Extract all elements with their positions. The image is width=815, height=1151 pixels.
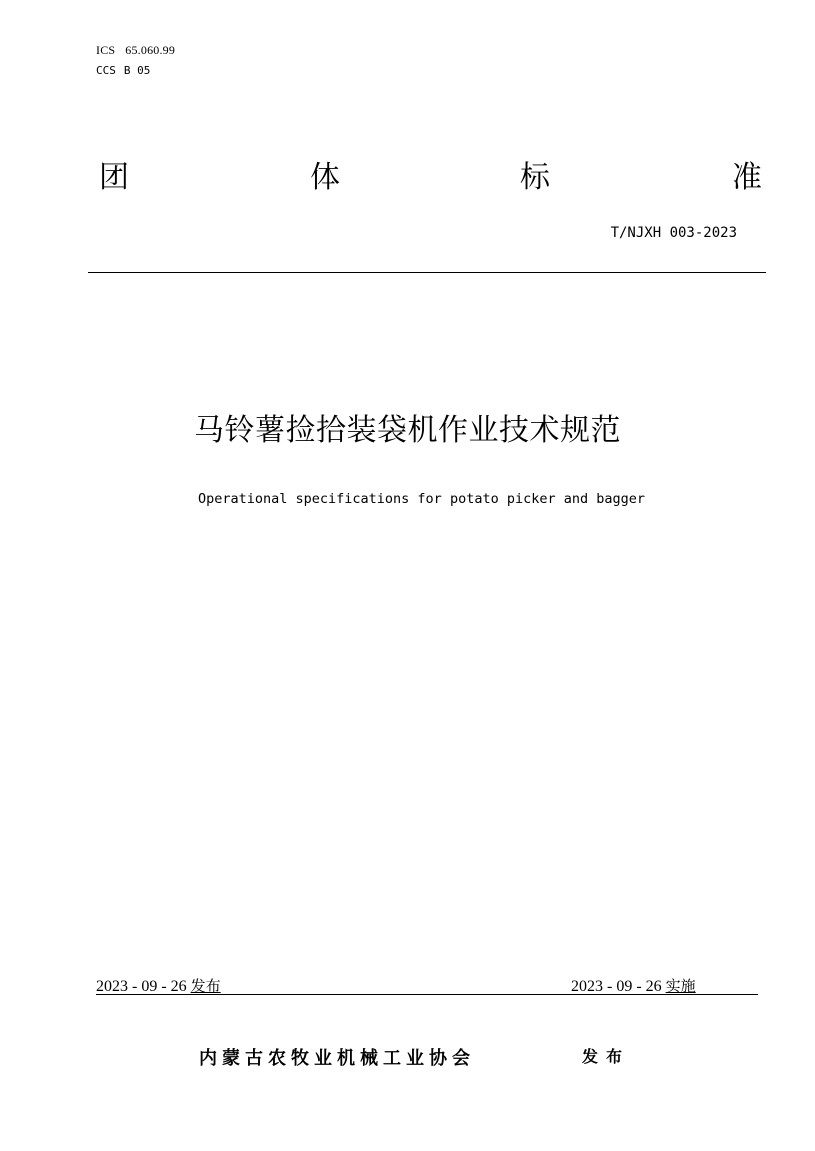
standard-type-char-2: 体 [310, 160, 340, 195]
standard-type-char-3: 标 [520, 160, 550, 195]
bottom-divider [96, 994, 758, 995]
release-label: 发布 [190, 977, 221, 995]
standard-type-char-4: 准 [732, 160, 762, 195]
top-divider [88, 272, 766, 273]
implement-label: 实施 [665, 977, 696, 995]
ics-code [96, 43, 175, 58]
publisher-name: 内蒙古农牧业机械工业协会 [199, 1048, 475, 1069]
ics-value: 65.060.99 [125, 43, 176, 57]
standard-type-char-1: 团 [99, 160, 129, 195]
document-title-english: Operational specifications for potato picker and bagger [197, 491, 646, 507]
publisher-action: 发布 [582, 1047, 631, 1066]
ccs-value: B 05 [123, 64, 151, 77]
standard-code: T/NJXH 003-2023 [610, 225, 737, 241]
ccs-code [96, 64, 150, 77]
ccs-label: CCS [96, 64, 116, 77]
document-title-chinese: 马铃薯捡拾装袋机作业技术规范 [194, 413, 621, 448]
implement-date: 2023 - 09 - 26 [571, 978, 662, 995]
ics-label: ICS [96, 43, 116, 57]
release-date: 2023 - 09 - 26 [96, 978, 187, 995]
